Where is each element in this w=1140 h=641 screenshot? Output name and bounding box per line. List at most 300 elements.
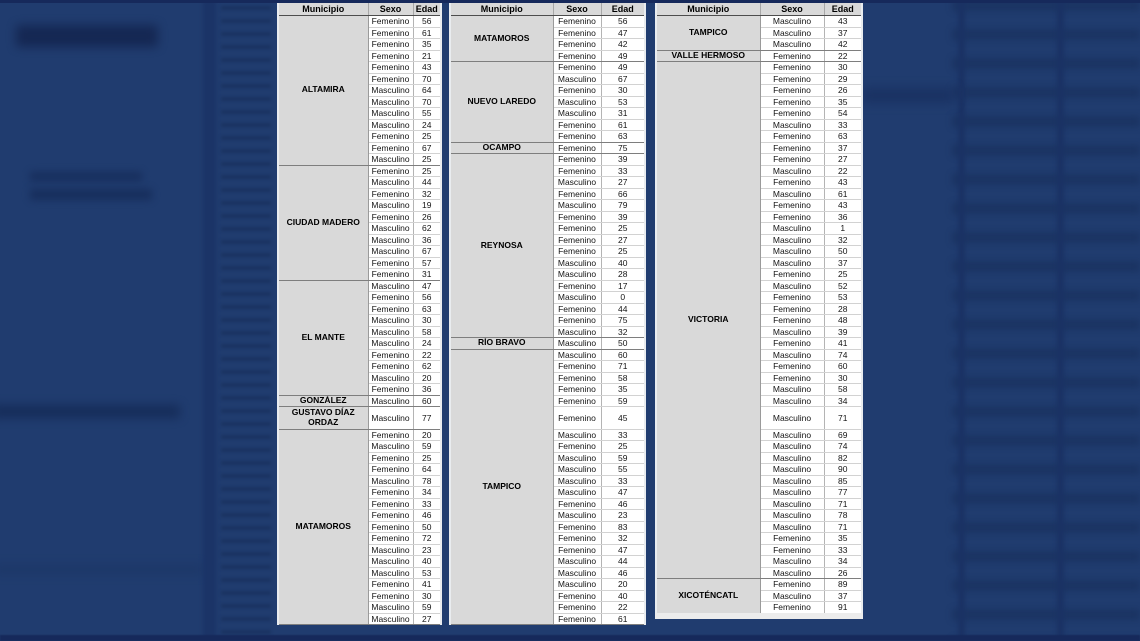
edad-cell: 63 xyxy=(601,131,645,143)
sexo-cell: Femenino xyxy=(760,108,824,120)
municipio-cell: VICTORIA xyxy=(656,62,760,579)
edad-cell: 52 xyxy=(824,280,862,292)
column-header-sexo: Sexo xyxy=(760,2,824,16)
sexo-cell: Masculino xyxy=(760,39,824,51)
sexo-cell: Masculino xyxy=(760,188,824,200)
sexo-cell: Masculino xyxy=(368,96,413,108)
edad-cell: 58 xyxy=(601,372,645,384)
sexo-cell: Femenino xyxy=(368,452,413,464)
edad-cell: 60 xyxy=(413,395,441,407)
edad-cell: 43 xyxy=(824,200,862,212)
sexo-cell: Femenino xyxy=(760,292,824,304)
sexo-cell: Masculino xyxy=(760,165,824,177)
sexo-cell: Femenino xyxy=(760,73,824,85)
edad-cell: 75 xyxy=(601,142,645,154)
header-row xyxy=(656,2,862,16)
municipio-cell: XICOTÉNCATL xyxy=(656,579,760,616)
edad-cell: 60 xyxy=(824,361,862,373)
edad-cell: 61 xyxy=(413,27,441,39)
table-row xyxy=(450,349,645,361)
edad-cell: 61 xyxy=(601,613,645,625)
edad-cell: 48 xyxy=(824,315,862,327)
table-row xyxy=(278,165,441,177)
sexo-cell: Masculino xyxy=(368,544,413,556)
edad-cell: 44 xyxy=(601,556,645,568)
municipio-cell: GONZÁLEZ xyxy=(278,395,368,407)
background-blurred-text-line xyxy=(0,405,180,418)
sexo-cell: Masculino xyxy=(760,349,824,361)
table-row xyxy=(450,16,645,28)
edad-cell: 49 xyxy=(601,62,645,74)
municipio-cell: VALLE HERMOSO xyxy=(656,50,760,62)
sexo-cell: Masculino xyxy=(368,441,413,453)
sexo-cell: Masculino xyxy=(760,521,824,533)
edad-cell: 63 xyxy=(413,303,441,315)
edad-cell: 61 xyxy=(601,119,645,131)
sexo-cell: Masculino xyxy=(553,475,601,487)
sexo-cell: Masculino xyxy=(760,257,824,269)
sexo-cell: Masculino xyxy=(553,429,601,441)
background-column-divider xyxy=(958,0,965,641)
edad-cell: 37 xyxy=(824,142,862,154)
sexo-cell: Femenino xyxy=(368,487,413,499)
edad-cell: 25 xyxy=(413,131,441,143)
background-blurred-title xyxy=(16,25,158,47)
edad-cell: 27 xyxy=(601,234,645,246)
edad-cell: 24 xyxy=(413,338,441,350)
sexo-cell: Femenino xyxy=(553,521,601,533)
edad-cell: 34 xyxy=(824,556,862,568)
column-header-sexo: Sexo xyxy=(553,2,601,16)
edad-cell: 30 xyxy=(601,85,645,97)
sexo-cell: Femenino xyxy=(760,544,824,556)
background-column-divider xyxy=(203,0,216,641)
table-row xyxy=(656,62,862,74)
table-row xyxy=(450,338,645,350)
edad-cell: 66 xyxy=(601,188,645,200)
edad-cell: 57 xyxy=(413,257,441,269)
sexo-cell: Masculino xyxy=(760,441,824,453)
sexo-cell: Masculino xyxy=(760,452,824,464)
sexo-cell: Masculino xyxy=(760,590,824,602)
edad-cell: 71 xyxy=(601,361,645,373)
edad-cell: 46 xyxy=(413,510,441,522)
sexo-cell: Masculino xyxy=(760,395,824,407)
sexo-cell: Masculino xyxy=(368,234,413,246)
sexo-cell: Femenino xyxy=(553,246,601,258)
column-header-municipio: Municipio xyxy=(450,2,553,16)
sexo-cell: Femenino xyxy=(368,579,413,591)
sexo-cell: Masculino xyxy=(760,498,824,510)
municipio-cell: EL MANTE xyxy=(278,280,368,395)
sexo-cell: Masculino xyxy=(368,108,413,120)
sexo-cell: Femenino xyxy=(760,50,824,62)
sexo-cell: Femenino xyxy=(553,395,601,407)
sexo-cell: Femenino xyxy=(553,211,601,223)
edad-cell: 77 xyxy=(413,407,441,430)
sexo-cell: Femenino xyxy=(760,338,824,350)
sexo-cell: Masculino xyxy=(553,579,601,591)
edad-cell: 53 xyxy=(824,292,862,304)
edad-cell: 59 xyxy=(413,602,441,614)
sexo-cell: Femenino xyxy=(760,533,824,545)
edad-cell: 22 xyxy=(824,165,862,177)
sexo-cell: Femenino xyxy=(553,372,601,384)
background-blurred-text-line xyxy=(0,565,204,574)
municipio-cell: ALTAMIRA xyxy=(278,16,368,166)
sexo-cell: Masculino xyxy=(553,567,601,579)
sexo-cell: Masculino xyxy=(368,475,413,487)
edad-cell: 78 xyxy=(413,475,441,487)
sexo-cell: Femenino xyxy=(760,131,824,143)
edad-cell: 36 xyxy=(824,211,862,223)
column-header-municipio: Municipio xyxy=(656,2,760,16)
sexo-cell: Masculino xyxy=(760,16,824,28)
sexo-cell: Masculino xyxy=(368,326,413,338)
sexo-cell: Femenino xyxy=(553,50,601,62)
edad-cell: 71 xyxy=(824,521,862,533)
sexo-cell: Femenino xyxy=(760,200,824,212)
sexo-cell: Femenino xyxy=(368,257,413,269)
edad-cell: 27 xyxy=(413,613,441,625)
sexo-cell: Masculino xyxy=(368,177,413,189)
sexo-cell: Masculino xyxy=(553,326,601,338)
sexo-cell: Masculino xyxy=(553,73,601,85)
header-row xyxy=(450,2,645,16)
edad-cell: 71 xyxy=(824,498,862,510)
sexo-cell: Femenino xyxy=(553,315,601,327)
sexo-cell: Femenino xyxy=(760,269,824,281)
edad-cell: 26 xyxy=(824,567,862,579)
sexo-cell: Femenino xyxy=(553,280,601,292)
municipio-cell: RÍO BRAVO xyxy=(450,338,553,350)
sexo-cell: Femenino xyxy=(553,154,601,166)
sexo-cell: Femenino xyxy=(368,521,413,533)
edad-cell: 39 xyxy=(824,326,862,338)
sexo-cell: Masculino xyxy=(553,338,601,350)
municipio-cell: TAMPICO xyxy=(450,349,553,625)
table-row xyxy=(450,154,645,166)
sexo-cell: Masculino xyxy=(368,407,413,430)
background-blurred-text-line xyxy=(30,172,142,181)
edad-cell: 64 xyxy=(413,464,441,476)
edad-cell: 36 xyxy=(413,384,441,396)
sexo-cell: Masculino xyxy=(368,154,413,166)
edad-cell: 32 xyxy=(601,326,645,338)
sexo-cell: Masculino xyxy=(368,85,413,97)
background-blurred-text-line xyxy=(862,88,954,103)
edad-cell: 37 xyxy=(824,590,862,602)
sexo-cell: Femenino xyxy=(553,533,601,545)
edad-cell: 35 xyxy=(824,533,862,545)
sexo-cell: Masculino xyxy=(368,602,413,614)
sexo-cell: Masculino xyxy=(553,556,601,568)
edad-cell: 47 xyxy=(601,544,645,556)
municipio-cell: CIUDAD MADERO xyxy=(278,165,368,280)
sexo-cell: Femenino xyxy=(368,73,413,85)
edad-cell: 47 xyxy=(601,27,645,39)
edad-cell: 23 xyxy=(413,544,441,556)
edad-cell: 42 xyxy=(601,39,645,51)
sexo-cell: Femenino xyxy=(553,85,601,97)
edad-cell: 31 xyxy=(413,269,441,281)
edad-cell: 42 xyxy=(824,39,862,51)
edad-cell: 27 xyxy=(601,177,645,189)
edad-cell: 41 xyxy=(824,338,862,350)
edad-cell: 25 xyxy=(601,223,645,235)
sexo-cell: Femenino xyxy=(368,39,413,51)
edad-cell: 79 xyxy=(601,200,645,212)
edad-cell: 30 xyxy=(824,62,862,74)
edad-cell: 25 xyxy=(601,441,645,453)
table-row xyxy=(656,579,862,591)
edad-cell: 49 xyxy=(601,50,645,62)
sexo-cell: Femenino xyxy=(368,349,413,361)
edad-cell: 59 xyxy=(413,441,441,453)
sexo-cell: Masculino xyxy=(368,395,413,407)
table-row xyxy=(278,280,441,292)
edad-cell: 0 xyxy=(601,292,645,304)
edad-cell: 39 xyxy=(601,154,645,166)
table-row xyxy=(450,142,645,154)
edad-cell: 40 xyxy=(601,257,645,269)
edad-cell: 17 xyxy=(601,280,645,292)
edad-cell: 74 xyxy=(824,441,862,453)
sexo-cell: Femenino xyxy=(368,131,413,143)
sexo-cell: Femenino xyxy=(553,119,601,131)
sexo-cell: Femenino xyxy=(368,27,413,39)
edad-cell: 35 xyxy=(824,96,862,108)
edad-cell: 56 xyxy=(413,16,441,28)
edad-cell: 47 xyxy=(413,280,441,292)
edad-cell: 27 xyxy=(824,154,862,166)
sexo-cell: Femenino xyxy=(368,464,413,476)
sexo-cell: Femenino xyxy=(368,269,413,281)
sexo-cell: Femenino xyxy=(553,361,601,373)
edad-cell: 47 xyxy=(601,487,645,499)
edad-cell: 22 xyxy=(413,349,441,361)
sexo-cell: Femenino xyxy=(553,234,601,246)
edad-cell: 32 xyxy=(824,234,862,246)
edad-cell: 56 xyxy=(413,292,441,304)
edad-cell: 36 xyxy=(413,234,441,246)
page-bottom-band xyxy=(0,635,1140,641)
edad-cell: 85 xyxy=(824,475,862,487)
column-header-sexo: Sexo xyxy=(368,2,413,16)
edad-cell: 89 xyxy=(824,579,862,591)
sexo-cell: Femenino xyxy=(553,188,601,200)
sexo-cell: Masculino xyxy=(553,292,601,304)
sexo-cell: Masculino xyxy=(553,510,601,522)
edad-cell: 1 xyxy=(824,223,862,235)
edad-cell: 63 xyxy=(824,131,862,143)
municipio-cell: MATAMOROS xyxy=(278,429,368,625)
sexo-cell: Femenino xyxy=(368,50,413,62)
sexo-cell: Femenino xyxy=(553,39,601,51)
municipio-cell: NUEVO LAREDO xyxy=(450,62,553,143)
edad-cell: 30 xyxy=(824,372,862,384)
edad-cell: 90 xyxy=(824,464,862,476)
edad-cell: 25 xyxy=(824,269,862,281)
edad-cell: 67 xyxy=(413,246,441,258)
edad-cell: 33 xyxy=(824,544,862,556)
sexo-cell: Femenino xyxy=(368,510,413,522)
column-header-edad: Edad xyxy=(601,2,645,16)
sexo-cell: Femenino xyxy=(368,16,413,28)
edad-cell: 50 xyxy=(413,521,441,533)
header-row xyxy=(278,2,441,16)
municipio-sexo-edad-table-1 xyxy=(277,0,442,625)
sexo-cell: Masculino xyxy=(553,96,601,108)
edad-cell: 43 xyxy=(824,177,862,189)
edad-cell: 32 xyxy=(413,188,441,200)
sexo-cell: Femenino xyxy=(368,188,413,200)
edad-cell: 67 xyxy=(601,73,645,85)
edad-cell: 33 xyxy=(601,429,645,441)
edad-cell: 33 xyxy=(824,119,862,131)
sexo-cell: Masculino xyxy=(553,487,601,499)
column-header-edad: Edad xyxy=(824,2,862,16)
edad-cell: 25 xyxy=(413,165,441,177)
edad-cell: 58 xyxy=(824,384,862,396)
sexo-cell: Femenino xyxy=(760,372,824,384)
edad-cell: 62 xyxy=(413,361,441,373)
sexo-cell: Masculino xyxy=(553,269,601,281)
sexo-cell: Femenino xyxy=(368,303,413,315)
edad-cell: 40 xyxy=(413,556,441,568)
edad-cell: 59 xyxy=(601,395,645,407)
sexo-cell: Femenino xyxy=(553,407,601,430)
sexo-cell: Femenino xyxy=(553,131,601,143)
sexo-cell: Femenino xyxy=(368,533,413,545)
edad-cell: 22 xyxy=(824,50,862,62)
sexo-cell: Femenino xyxy=(553,16,601,28)
sexo-cell: Femenino xyxy=(760,602,824,616)
edad-cell: 54 xyxy=(824,108,862,120)
sexo-cell: Masculino xyxy=(368,613,413,625)
sexo-cell: Femenino xyxy=(760,579,824,591)
edad-cell: 20 xyxy=(413,429,441,441)
sexo-cell: Femenino xyxy=(553,303,601,315)
sexo-cell: Masculino xyxy=(760,223,824,235)
sexo-cell: Masculino xyxy=(760,464,824,476)
sexo-cell: Masculino xyxy=(553,177,601,189)
sexo-cell: Masculino xyxy=(368,200,413,212)
sexo-cell: Femenino xyxy=(553,590,601,602)
table-row xyxy=(278,16,441,28)
sexo-cell: Masculino xyxy=(368,338,413,350)
edad-cell: 43 xyxy=(824,16,862,28)
edad-cell: 25 xyxy=(601,246,645,258)
edad-cell: 21 xyxy=(413,50,441,62)
edad-cell: 61 xyxy=(824,188,862,200)
sexo-cell: Femenino xyxy=(553,441,601,453)
sexo-cell: Masculino xyxy=(760,556,824,568)
sexo-cell: Femenino xyxy=(760,96,824,108)
edad-cell: 71 xyxy=(824,407,862,430)
edad-cell: 20 xyxy=(413,372,441,384)
edad-cell: 74 xyxy=(824,349,862,361)
edad-cell: 67 xyxy=(413,142,441,154)
edad-cell: 82 xyxy=(824,452,862,464)
edad-cell: 32 xyxy=(601,533,645,545)
column-header-municipio: Municipio xyxy=(278,2,368,16)
sexo-cell: Femenino xyxy=(368,165,413,177)
sexo-cell: Femenino xyxy=(553,613,601,625)
sexo-cell: Femenino xyxy=(760,154,824,166)
sexo-cell: Femenino xyxy=(368,429,413,441)
background-column-divider xyxy=(1057,0,1064,641)
edad-cell: 26 xyxy=(824,85,862,97)
edad-cell: 70 xyxy=(413,96,441,108)
sexo-cell: Femenino xyxy=(368,211,413,223)
sexo-cell: Femenino xyxy=(553,498,601,510)
sexo-cell: Femenino xyxy=(760,62,824,74)
table-row xyxy=(278,407,441,430)
sexo-cell: Femenino xyxy=(553,165,601,177)
municipio-cell: MATAMOROS xyxy=(450,16,553,62)
sexo-cell: Masculino xyxy=(760,119,824,131)
edad-cell: 46 xyxy=(601,498,645,510)
edad-cell: 37 xyxy=(824,27,862,39)
background-blurred-text-column xyxy=(221,6,271,636)
sexo-cell: Masculino xyxy=(760,246,824,258)
edad-cell: 35 xyxy=(413,39,441,51)
edad-cell: 34 xyxy=(824,395,862,407)
municipio-sexo-edad-table-3 xyxy=(655,0,863,619)
sexo-cell: Masculino xyxy=(760,234,824,246)
sexo-cell: Femenino xyxy=(760,177,824,189)
sexo-cell: Femenino xyxy=(553,223,601,235)
sexo-cell: Femenino xyxy=(760,211,824,223)
sexo-cell: Femenino xyxy=(760,303,824,315)
table-row xyxy=(278,429,441,441)
edad-cell: 46 xyxy=(601,567,645,579)
edad-cell: 37 xyxy=(824,257,862,269)
sexo-cell: Masculino xyxy=(368,372,413,384)
edad-cell: 34 xyxy=(413,487,441,499)
edad-cell: 50 xyxy=(824,246,862,258)
edad-cell: 78 xyxy=(824,510,862,522)
edad-cell: 59 xyxy=(601,452,645,464)
edad-cell: 44 xyxy=(413,177,441,189)
sexo-cell: Masculino xyxy=(760,326,824,338)
edad-cell: 23 xyxy=(601,510,645,522)
edad-cell: 33 xyxy=(601,165,645,177)
table-row xyxy=(656,16,862,28)
edad-cell: 33 xyxy=(413,498,441,510)
edad-cell: 64 xyxy=(413,85,441,97)
sexo-cell: Femenino xyxy=(553,62,601,74)
table-row xyxy=(656,50,862,62)
edad-cell: 62 xyxy=(413,223,441,235)
sexo-cell: Masculino xyxy=(760,567,824,579)
municipio-cell: GUSTAVO DÍAZ ORDAZ xyxy=(278,407,368,430)
edad-cell: 50 xyxy=(601,338,645,350)
sexo-cell: Femenino xyxy=(368,292,413,304)
sexo-cell: Femenino xyxy=(760,142,824,154)
sexo-cell: Masculino xyxy=(760,510,824,522)
sexo-cell: Femenino xyxy=(368,384,413,396)
sexo-cell: Femenino xyxy=(553,142,601,154)
edad-cell: 83 xyxy=(601,521,645,533)
sexo-cell: Masculino xyxy=(368,119,413,131)
sexo-cell: Masculino xyxy=(553,452,601,464)
sexo-cell: Masculino xyxy=(368,556,413,568)
sexo-cell: Masculino xyxy=(760,384,824,396)
edad-cell: 41 xyxy=(413,579,441,591)
sexo-cell: Masculino xyxy=(760,280,824,292)
